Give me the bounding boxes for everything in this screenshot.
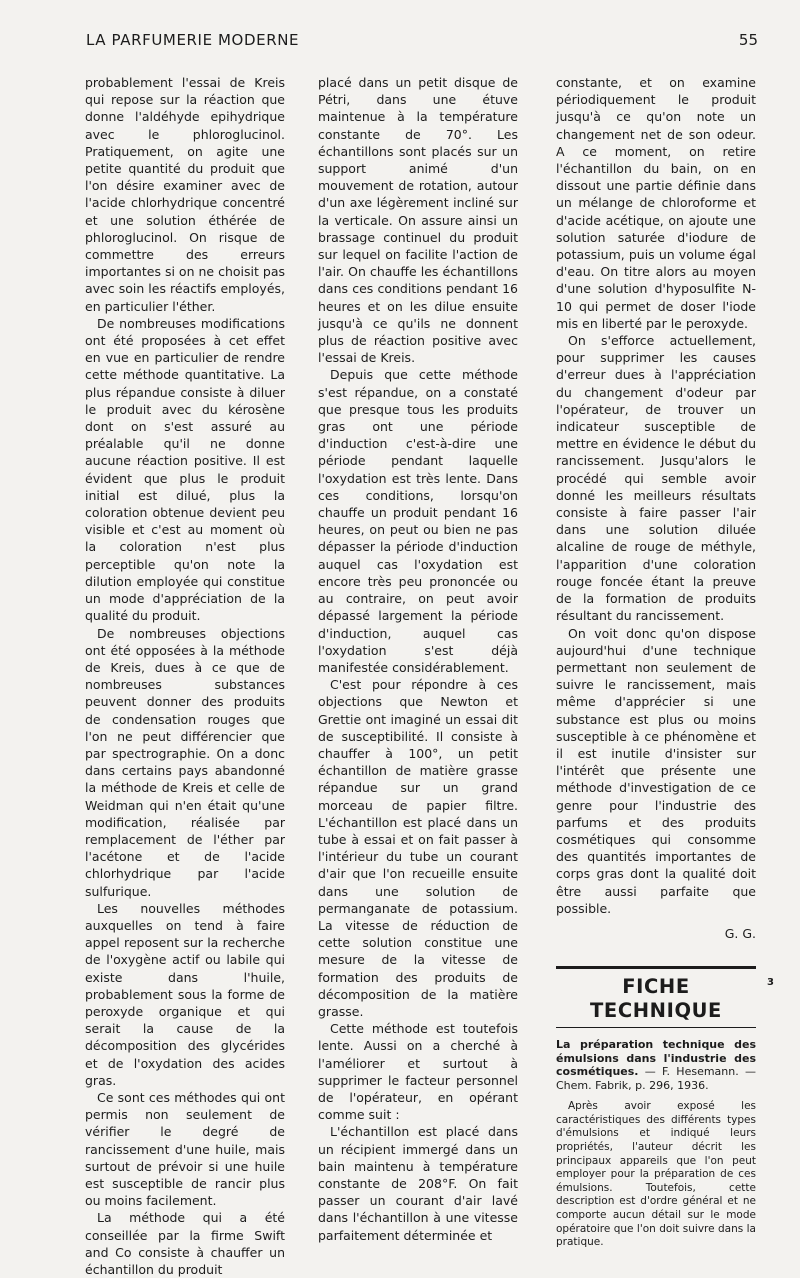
fiche-reference (556, 1038, 756, 1092)
page-number: 55 (738, 31, 758, 49)
paragraph: C'est pour répondre à ces objections que Newton et Grettie ont imaginé un essai dit de susceptibilité. Il consiste à chauffer à 100°, un petit échantillon de matière grasse répandue sur un grand morceau de papier filtre. L'échantillon est placé dans un tube à essai et on fait passer à l'intérieur du tube un courant d'air que l'on recueille ensuite dans une solution de permanganate de potassium. La vitesse de réduction de cette solution constitue une mesure de la vitesse de formation des produits de décomposition de la matière grasse. (318, 677, 518, 1019)
fiche-reference-title: La préparation technique des émulsions dans l'industrie des cosmétiques. (556, 1038, 756, 1079)
paragraph: L'échantillon est placé dans un récipient immergé dans un bain maintenu à température constante de 208°F. On fait passer un courant d'air lavé dans l'échantillon à une vitesse parfaitement déterminée et (318, 1124, 518, 1243)
paragraph: On s'efforce actuellement, pour supprimer les causes d'erreur dues à l'appréciation du changement d'odeur par l'opérateur, de trouver un indicateur susceptible de mettre en évidence le début du rancissement. Jusqu'alors le procédé qui semble avoir donné les meilleurs résultats consiste à faire passer l'air dans une solution diluée alcaline de rouge de méthyle, l'apparition d'une coloration rouge foncée étant la preuve de la formation de produits résultant du rancissement. (556, 333, 756, 624)
text-column-3 (556, 74, 756, 1250)
paragraph: Les nouvelles méthodes auxquelles on tend à faire appel reposent sur la recherche de l'oxygène actif ou labile qui existe dans l'huile, probablement sous la forme de peroxyde organique et qui serait la cause de la décomposition des glycérides et de l'oxydation des acides gras. (85, 900, 285, 1088)
paragraph: La méthode qui a été conseillée par la firme Swift and Co consiste à chauffer un échantillon du produit (85, 1210, 285, 1278)
running-header (86, 31, 758, 55)
paragraph: On voit donc qu'on dispose aujourd'hui d'une technique permettant non seulement de suivre le rancissement, mais même d'apprécier si une substance est plus ou moins susceptible à ce phénomène et il est inutile d'insister sur l'intérêt que présente une méthode d'investigation de ce genre pour l'industrie des parfums et des produits cosmétiques qui consomme des quantités importantes de corps gras dont la qualité doit être aussi parfaite que possible. (556, 625, 756, 916)
paragraph: placé dans un petit disque de Pétri, dans une étuve maintenue à la température constante de 70°. Les échantillons sont placés sur un support animé d'un mouvement de rotation, autour d'un axe légèrement incliné sur la verticale. On assure ainsi un brassage continuel du produit sur lequel on facilite l'action de l'air. On chauffe les échantillons dans ces conditions pendant 16 heures et on les dilue ensuite jusqu'à ce qu'ils ne donnent plus de réaction positive avec l'essai de Kreis. (318, 75, 518, 366)
journal-title: LA PARFUMERIE MODERNE (86, 31, 300, 49)
fiche-summary: Après avoir exposé les caractéristiques des différents types d'émulsions et indiqué leurs propriétés, l'auteur décrit les principaux appareils que l'on peut employer pour la préparation de ces émulsions. Toutefois, cette description est d'ordre général et ne comporte aucun détail sur le mode opératoire que l'on doit suivre dans la pratique. (556, 1100, 756, 1249)
paragraph: probablement l'essai de Kreis qui repose sur la réaction que donne l'aldéhyde epihydrique avec le phloroglucinol. Pratiquement, on agite une petite quantité du produit que l'on désire examiner avec de l'acide chlorhydrique concentré et une solution éthérée de phloroglucinol. On risque de commettre des erreurs importantes si on ne choisit pas avec soin les réactifs employés, en particulier l'éther. (85, 75, 285, 314)
fiche-reference-source: — F. Hesemann. — Chem. Fabrik, p. 296, 1936. (556, 1065, 756, 1092)
fiche-technique-heading: FICHE TECHNIQUE (556, 966, 756, 1028)
author-signature: G. G. (724, 925, 756, 941)
paragraph: De nombreuses modifications ont été proposées à cet effet en vue en particulier de rendre cette méthode quantitative. La plus répandue consiste à diluer le produit avec du kérosène dont on s'est assuré au préalable qu'il ne donne aucune réaction positive. Il est évident que plus le produit initial est dilué, plus la coloration obtenue devient peu visible et c'est au moment où la coloration n'est plus perceptible qu'on note la dilution employée qui constitue un mode d'appréciation de la qualité du produit. (85, 315, 285, 624)
paragraph: Ce sont ces méthodes qui ont permis non seulement de vérifier le degré de rancissement d'une huile, mais surtout de prévoir si une huile est susceptible de rancir plus ou moins facilement. (85, 1089, 285, 1209)
paragraph: constante, et on examine périodiquement le produit jusqu'à ce qu'on note un changement net de son odeur. A ce moment, on retire l'échantillon du bain, on en dissout une partie définie dans un mélange de chloroforme et d'acide acétique, on ajoute une solution saturée d'iodure de potassium, puis un volume égal d'eau. On titre alors au moyen d'une solution d'hyposulfite N-10 qui permet de doser l'iode mis en liberté par le peroxyde. (556, 75, 756, 331)
paragraph: De nombreuses objections ont été opposées à la méthode de Kreis, dues à ce que de nombreuses substances peuvent donner des produits de condensation rouges que l'on ne peut différencier que par spectrographie. On a donc dans certains pays abandonné la méthode de Kreis et celle de Weidman qui n'en était qu'une modification, réalisée par remplacement de l'éther par l'acétone et de l'acide chlorhydrique par l'acide sulfurique. (85, 625, 285, 899)
paragraph: Depuis que cette méthode s'est répandue, on a constaté que presque tous les produits gras ont une période d'induction c'est-à-dire une période pendant laquelle l'oxydation est très lente. Dans ces conditions, lorsqu'on chauffe un produit pendant 16 heures, on peut ou bien ne pas dépasser la période d'induction auquel cas l'oxydation est encore très peu prononcée ou au contraire, on peut avoir dépassé largement la période d'induction, auquel cas l'oxydation s'est déjà manifestée considérablement. (318, 367, 518, 675)
text-column-2 (318, 74, 518, 1244)
paragraph: Cette méthode est toutefois lente. Aussi on a cherché à l'améliorer et surtout à supprimer le facteur personnel de l'opérateur, en opérant comme suit : (318, 1021, 518, 1123)
corner-mark: 3 (767, 977, 774, 988)
text-column-1 (85, 74, 285, 1278)
